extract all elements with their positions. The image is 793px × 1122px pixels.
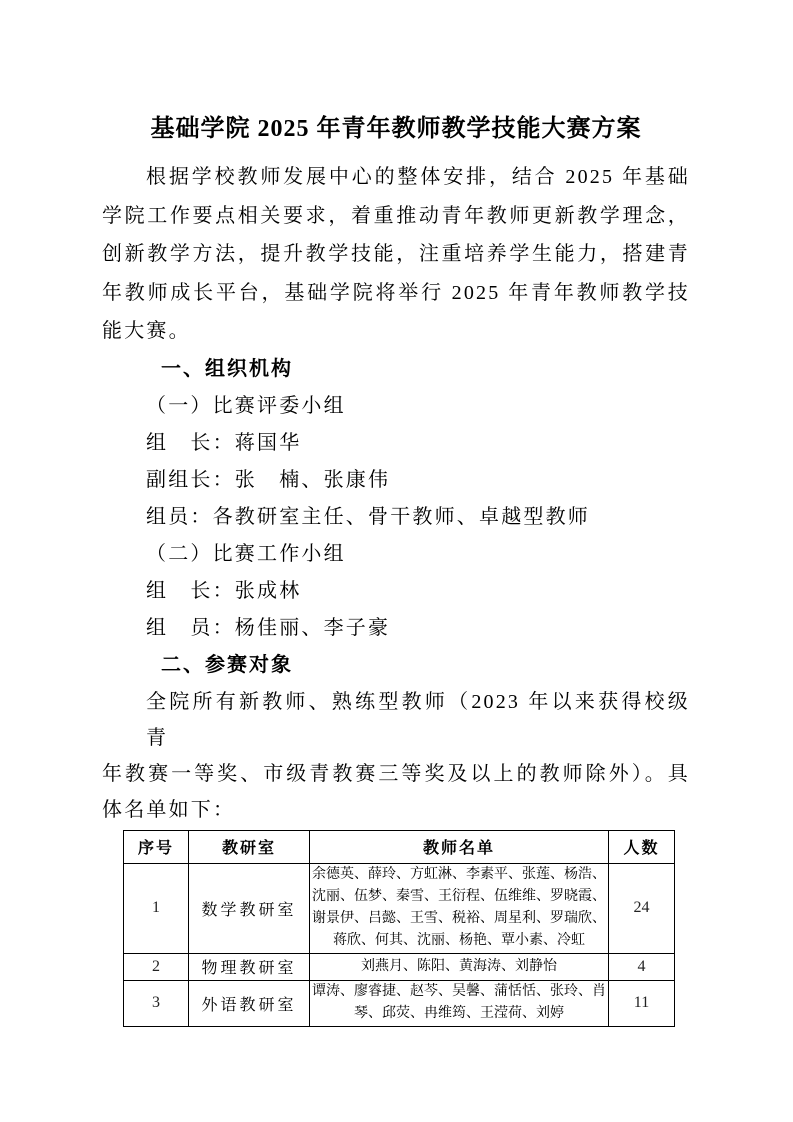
org-line-work-group: （二）比赛工作小组 [146,542,346,565]
paragraph-line: 体名单如下： [102,798,236,821]
org-line-members: 组员：各教研室主任、骨干教师、卓越型教师 [146,505,590,528]
cell-index: 3 [124,980,189,1026]
table-row [124,980,675,1026]
cell-count: 11 [609,980,675,1026]
cell-index: 2 [124,953,189,980]
intro-paragraph [102,158,690,351]
paragraph-line: 全院所有新教师、熟练型教师（2023 年以来获得校级青 [146,690,690,749]
header-cell-count: 人数 [609,830,675,863]
section-heading-organization: 一、组织机构 [161,357,293,380]
header-cell-index: 序号 [124,830,189,863]
table-row [124,953,675,980]
cell-teachers: 余德英、薛玲、方虹淋、李素平、张莲、杨浩、沈丽、伍梦、秦雪、王衍程、伍维维、罗晓霞、谢景伊、吕懿、王雪、税裕、周星利、罗瑞欣、蒋欣、何其、沈丽、杨艳、覃小素、冷虹 [310,863,609,953]
org-line-work-members: 组 员：杨佳丽、李子豪 [146,616,391,639]
header-cell-office: 教研室 [189,830,310,863]
org-line-work-leader: 组 长：张成林 [146,579,302,602]
section-heading-participants: 二、参赛对象 [161,653,293,676]
paragraph-line: 创新教学方法，提升教学技能，注重培养学生能力，搭建青 [102,243,690,265]
cell-index: 1 [124,863,189,953]
paragraph-line: 年教赛一等奖、市级青教赛三等奖及以上的教师除外）。具 [102,762,690,785]
roster-table-header [124,830,675,863]
cell-count: 4 [609,953,675,980]
paragraph-line: 年教师成长平台，基础学院将举行 2025 年青年教师教学技 [102,281,690,304]
header-cell-teachers: 教师名单 [310,830,609,863]
participants-paragraph [102,684,690,828]
document-title: 基础学院 2025 年青年教师教学技能大赛方案 [150,116,642,142]
document-content [102,0,690,1027]
organization-list [102,388,690,647]
table-row [124,863,675,953]
org-line-judge-group: （一）比赛评委小组 [146,394,346,417]
cell-count: 24 [609,863,675,953]
cell-office: 物理教研室 [189,953,310,980]
paragraph-line: 学院工作要点相关要求，着重推动青年教师更新教学理念， [102,204,690,227]
roster-table [123,830,675,1027]
org-line-leader: 组 长：蒋国华 [146,431,302,454]
org-line-deputy-leader: 副组长：张 楠、张康伟 [146,468,391,491]
paragraph-line: 根据学校教师发展中心的整体安排，结合 2025 年基础 [146,166,690,188]
cell-teachers: 刘燕月、陈阳、黄海涛、刘静怡 [310,953,609,980]
cell-teachers: 谭涛、廖睿捷、赵芩、吴馨、蒲恬恬、张玲、肖琴、邱荧、冉维筠、王滢荷、刘婷 [310,980,609,1026]
cell-office: 外语教研室 [189,980,310,1026]
paragraph-line: 能大赛。 [102,320,191,342]
cell-office: 数学教研室 [189,863,310,953]
